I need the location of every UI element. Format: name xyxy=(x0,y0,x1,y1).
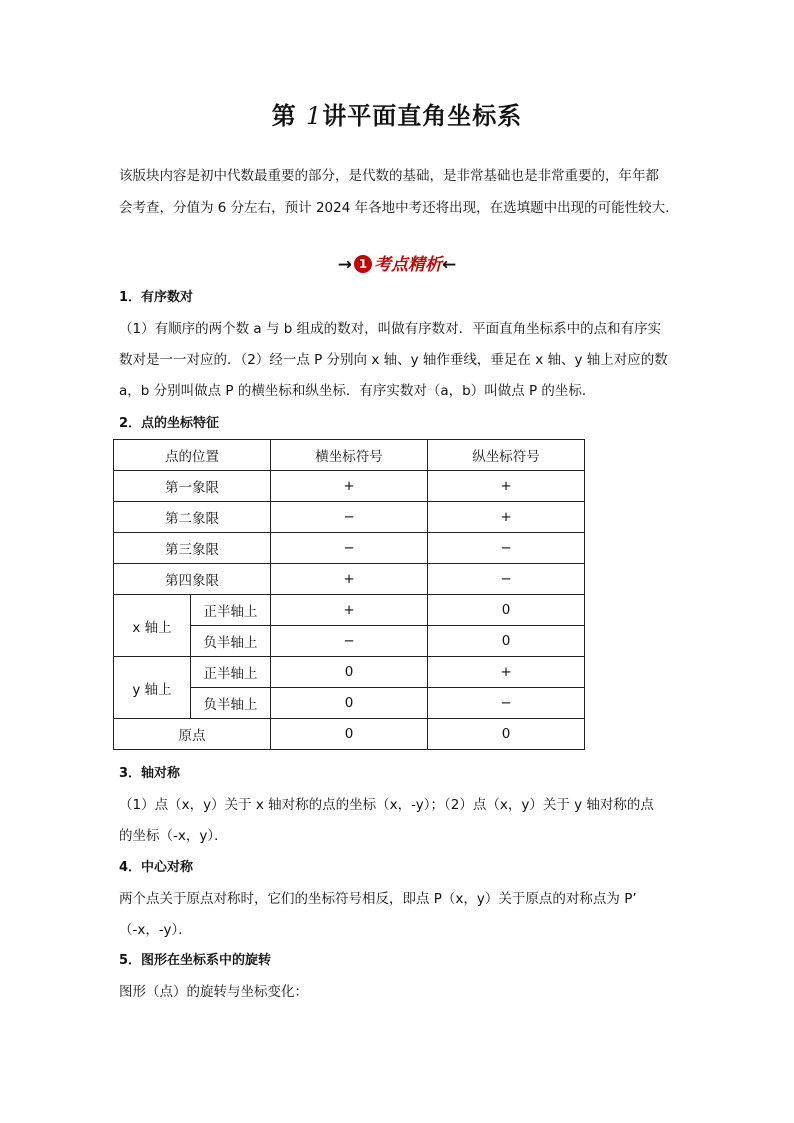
table-cell-y-sign: + xyxy=(428,502,585,533)
table-cell-y-sign: + xyxy=(428,471,585,502)
page-title xyxy=(0,96,794,131)
section-rotation xyxy=(119,950,679,1008)
table-cell-x-sign: + xyxy=(271,564,428,595)
title-suffix: 讲平面直角坐标系 xyxy=(322,101,523,130)
table-cell-x-sign: − xyxy=(271,533,428,564)
table-header-cell: 横坐标符号 xyxy=(271,440,428,471)
table-row xyxy=(114,471,585,502)
table-cell-y-sign: − xyxy=(428,688,585,719)
table-cell-label: 正半轴上 xyxy=(191,595,271,626)
table-cell-label: 第一象限 xyxy=(114,471,271,502)
section-heading: 4．中心对称 xyxy=(119,860,194,875)
table-cell-label: 负半轴上 xyxy=(191,626,271,657)
table-cell-x-sign: 0 xyxy=(271,719,428,750)
section-ordered-pairs xyxy=(119,287,679,407)
paragraph-line: 数对是一一对应的．（2）经一点 P 分别向 x 轴、y 轴作垂线，垂足在 x 轴、y 轴上对应的数 xyxy=(119,352,668,368)
table-cell-y-sign: 0 xyxy=(428,595,585,626)
section-axis-symmetry xyxy=(119,763,679,852)
table-row xyxy=(114,719,585,750)
table-cell-x-sign: 0 xyxy=(271,657,428,688)
section-heading: 5．图形在坐标系中的旋转 xyxy=(119,953,272,968)
left-arrow-icon: → xyxy=(337,255,352,275)
section-heading: 1．有序数对 xyxy=(119,290,194,305)
intro-paragraph xyxy=(119,160,679,224)
table-cell-x-sign: 0 xyxy=(271,688,428,719)
table-cell-label: 原点 xyxy=(114,719,271,750)
section-banner xyxy=(0,250,794,275)
table-cell-label: 第三象限 xyxy=(114,533,271,564)
table-cell-x-sign: − xyxy=(271,626,428,657)
table-cell-x-sign: − xyxy=(271,502,428,533)
title-prefix: 第 xyxy=(271,101,297,130)
right-arrow-icon: ← xyxy=(442,255,457,275)
paragraph-line: 图形（点）的旋转与坐标变化： xyxy=(119,984,308,1000)
table-cell-y-sign: − xyxy=(428,564,585,595)
number-one-circle-icon: 1 xyxy=(354,255,372,273)
section-heading: 2．点的坐标特征 xyxy=(119,416,220,431)
intro-line: 该版块内容是初中代数最重要的部分，是代数的基础，是非常基础也是非常重要的，年年都 xyxy=(119,168,659,184)
table-cell-label: 正半轴上 xyxy=(191,657,271,688)
table-cell-y-sign: 0 xyxy=(428,719,585,750)
table-header-row xyxy=(114,440,585,471)
table-cell-y-sign: − xyxy=(428,533,585,564)
table-cell-y-sign: + xyxy=(428,657,585,688)
coordinate-sign-table xyxy=(113,439,585,750)
table-row xyxy=(114,564,585,595)
table-header-cell: 点的位置 xyxy=(114,440,271,471)
paragraph-line: （1）点（x，y）关于 x 轴对称的点的坐标（x，-y）；（2）点（x，y）关于 y 轴对称的点 xyxy=(119,797,654,813)
table-cell-label: 第四象限 xyxy=(114,564,271,595)
table-row xyxy=(114,657,585,688)
table-cell-label: 第二象限 xyxy=(114,502,271,533)
intro-line: 会考查，分值为 6 分左右，预计 2024 年各地中考还将出现，在选填题中出现的可能性较大. xyxy=(119,200,670,216)
section-coordinate-features xyxy=(119,413,679,435)
paragraph-line: 的坐标（-x，y）． xyxy=(119,828,228,844)
table-row xyxy=(114,502,585,533)
table-row xyxy=(114,595,585,626)
paragraph-line: （-x，-y）． xyxy=(119,922,192,938)
paragraph-line: 两个点关于原点对称时，它们的坐标符号相反，即点 P（x，y）关于原点的对称点为 P’ xyxy=(119,891,637,907)
title-number: 1 xyxy=(306,102,323,130)
paragraph-line: （1）有顺序的两个数 a 与 b 组成的数对，叫做有序数对．平面直角坐标系中的点和有序实 xyxy=(119,321,662,337)
paragraph-line: a，b 分别叫做点 P 的横坐标和纵坐标．有序实数对（a，b）叫做点 P 的坐标． xyxy=(119,383,596,399)
table-row xyxy=(114,533,585,564)
section-heading: 3．轴对称 xyxy=(119,766,181,781)
table-header-cell: 纵坐标符号 xyxy=(428,440,585,471)
table-cell-axis-label: x 轴上 xyxy=(114,595,191,657)
table-cell-y-sign: 0 xyxy=(428,626,585,657)
banner-label: 考点精析 xyxy=(374,255,442,275)
section-central-symmetry xyxy=(119,857,679,946)
table-cell-axis-label: y 轴上 xyxy=(114,657,191,719)
table-cell-x-sign: + xyxy=(271,595,428,626)
table-cell-label: 负半轴上 xyxy=(191,688,271,719)
table-cell-x-sign: + xyxy=(271,471,428,502)
